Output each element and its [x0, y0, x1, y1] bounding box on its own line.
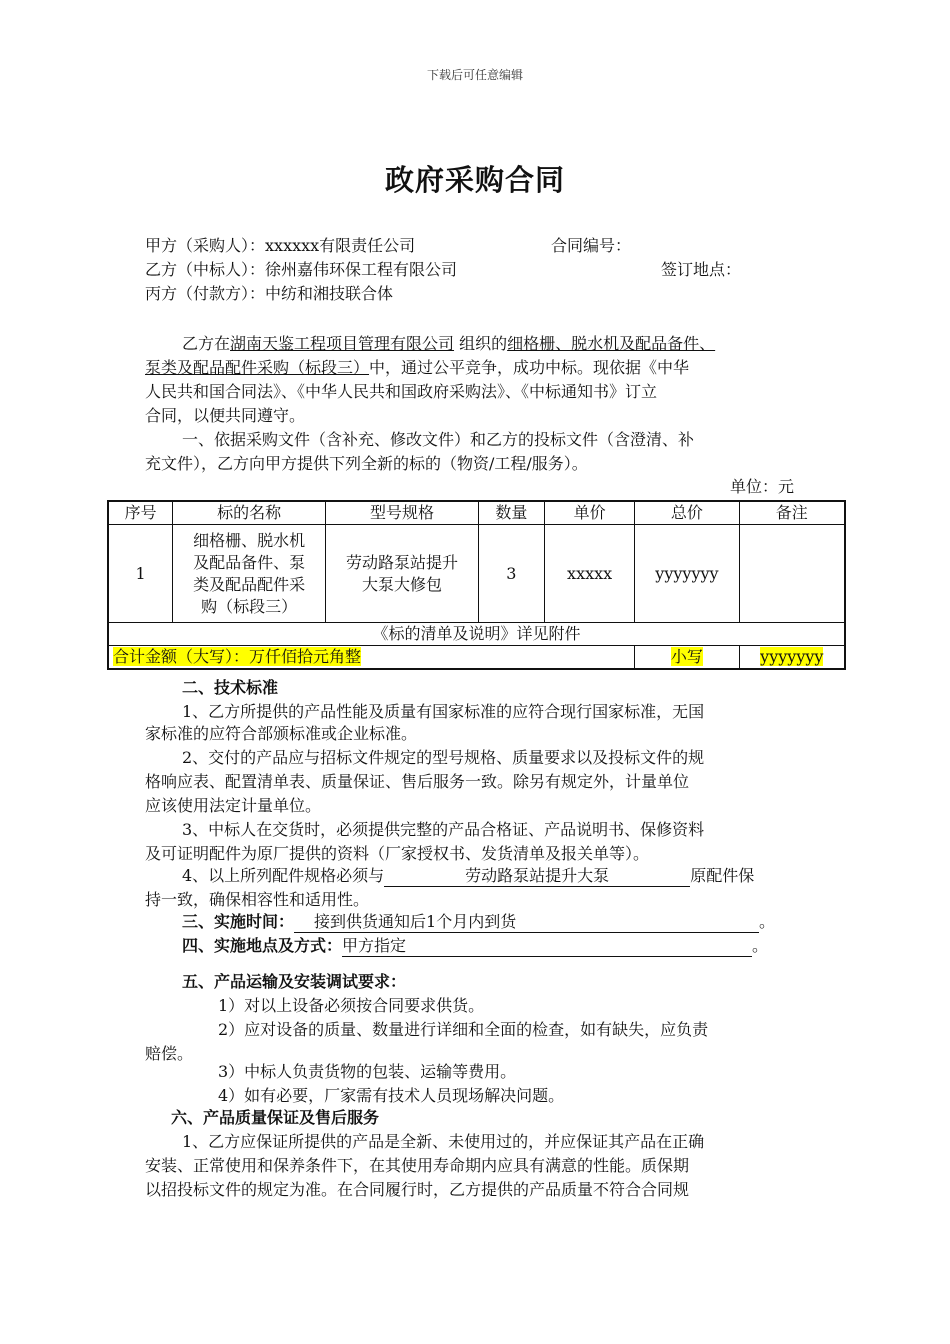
- place-value: 甲方指定: [342, 936, 752, 957]
- tech-line: 3、中标人在交货时，必须提供完整的产品合格证、产品说明书、保修资料: [182, 820, 705, 839]
- time-end: 。: [759, 912, 776, 931]
- time-label: 三、实施时间：: [182, 912, 295, 931]
- sign-place-label: 签订地点：: [661, 260, 742, 279]
- transport-heading: 五、产品运输及安装调试要求：: [182, 972, 407, 991]
- cell-no: 1: [108, 525, 173, 623]
- party-c-line: [145, 283, 393, 305]
- cell-total: yyyyyyy: [635, 525, 739, 623]
- time-value: 接到供货通知后1个月内到货: [294, 912, 759, 933]
- tech-line: 家标准的应符合部颁标准或企业标准。: [145, 724, 418, 743]
- table-header-row: [108, 501, 845, 525]
- transport-item: 2）应对设备的质量、数量进行详细和全面的检查，如有缺失，应负责: [218, 1020, 709, 1039]
- cell-spec-line: 劳动路泵站提升: [345, 552, 458, 572]
- cell-name-line: 类及配品配件采: [193, 574, 306, 594]
- quality-heading: 六、产品质量保证及售后服务: [171, 1108, 380, 1127]
- compat-spec-value: 劳动路泵站提升大泵: [384, 866, 690, 887]
- party-a-value: xxxxxx有限责任公司: [265, 236, 416, 255]
- small-value-cell: [739, 646, 845, 670]
- header-cell: 总价: [635, 501, 739, 525]
- place-line: [182, 935, 768, 957]
- intro-line-1: [182, 333, 715, 355]
- header-cell: 序号: [108, 501, 173, 525]
- tech-line: 1、乙方所提供的产品性能及质量有国家标准的应符合现行国家标准，无国: [182, 702, 705, 721]
- intro-line-2: [145, 357, 689, 379]
- header-cell: 标的名称: [173, 501, 326, 525]
- table-row: [108, 525, 845, 623]
- intro-line-4: 合同，以便共同遵守。: [145, 406, 306, 425]
- sum-cell: [108, 646, 635, 670]
- transport-item: 赔偿。: [145, 1044, 194, 1063]
- contract-number-label: 合同编号：: [551, 236, 632, 255]
- organizer-name: 湖南天鉴工程项目管理有限公司: [230, 334, 455, 353]
- time-line: [182, 911, 775, 933]
- transport-item: 4）如有必要，厂家需有技术人员现场解决问题。: [218, 1086, 565, 1105]
- party-b-value: 徐州嘉伟环保工程有限公司: [265, 260, 458, 279]
- tech-line: 持一致，确保相容性和适用性。: [145, 890, 370, 909]
- cell-qty: 3: [478, 525, 544, 623]
- cell-note: [739, 525, 845, 623]
- party-a-line: [145, 235, 415, 257]
- quality-line: 1、乙方应保证所提供的产品是全新、未使用过的，并应保证其产品在正确: [182, 1132, 705, 1151]
- cell-price: xxxxx: [544, 525, 634, 623]
- party-b-label: 乙方（中标人）：: [145, 260, 266, 279]
- small-label-cell: [635, 646, 739, 670]
- transport-item: 3）中标人负责货物的包装、运输等费用。: [218, 1062, 517, 1081]
- small-label: 小写: [670, 647, 703, 666]
- page-header: 下载后可任意编辑: [426, 68, 523, 82]
- cell-spec-line: 大泵大修包: [361, 574, 442, 594]
- intro-text: 乙方在: [182, 334, 231, 353]
- cell-name-line: 细格栅、脱水机: [193, 530, 306, 550]
- project-name-2: 泵类及配品配件采购（标段三）: [145, 358, 370, 377]
- project-name-1: 细格栅、脱水机及配品备件、: [507, 334, 716, 353]
- header-cell: 备注: [739, 501, 845, 525]
- cell-name-line: 及配品备件、泵: [193, 552, 306, 572]
- small-value: yyyyyyy: [760, 647, 824, 666]
- party-c-label: 丙方（付款方）：: [145, 284, 266, 303]
- quality-line: 以招投标文件的规定为准。在合同履行时，乙方提供的产品质量不符合合同规: [145, 1180, 690, 1199]
- intro-text: 中，通过公平竞争，成功中标。现依据《中华: [369, 358, 690, 377]
- quality-line: 安装、正常使用和保养条件下，在其使用寿命期内应具有满意的性能。质保期: [145, 1156, 690, 1175]
- page-title: 政府采购合同: [384, 163, 565, 197]
- party-b-line: [145, 259, 457, 281]
- party-a-label: 甲方（采购人）：: [145, 236, 266, 255]
- transport-item: 1）对以上设备必须按合同要求供货。: [218, 996, 485, 1015]
- unit-label: 单位：元: [730, 477, 795, 496]
- sum-label: 合计金额（大写）：万仟佰拾元角整: [113, 647, 362, 666]
- tech-line: 及可证明配件为原厂提供的资料（厂家授权书、发货清单及报关单等）。: [145, 844, 650, 863]
- tech-text: 原配件保: [690, 866, 755, 885]
- header-cell: 数量: [478, 501, 544, 525]
- tech-line: 应该使用法定计量单位。: [145, 796, 322, 815]
- cell-name: [173, 525, 326, 623]
- sum-row: [108, 646, 845, 670]
- cell-name-line: 购（标段三）: [201, 596, 298, 616]
- party-c-value: 中纺和湘技联合体: [265, 284, 394, 303]
- place-label: 四、实施地点及方式：: [182, 936, 343, 955]
- section1-line-2: 充文件），乙方向甲方提供下列全新的标的（物资/工程/服务）。: [145, 454, 588, 473]
- tech-line: 格响应表、配置清单表、质量保证、售后服务一致。除另有规定外，计量单位: [145, 772, 690, 791]
- tech-line: 2、交付的产品应与招标文件规定的型号规格、质量要求以及投标文件的规: [182, 748, 705, 767]
- intro-line-3: 人民共和国合同法》、《中华人民共和国政府采购法》、《中标通知书》订立: [145, 382, 658, 401]
- attachment-row: [108, 623, 845, 646]
- tech-heading: 二、技术标准: [182, 678, 279, 697]
- intro-text: 组织的: [454, 334, 508, 353]
- place-end: 。: [752, 936, 769, 955]
- tech-line-4: [182, 865, 754, 887]
- header-cell: 单价: [544, 501, 634, 525]
- attachment-note: 《标的清单及说明》详见附件: [108, 623, 845, 646]
- tech-text: 4、以上所列配件规格必须与: [182, 866, 385, 885]
- header-cell: 型号规格: [326, 501, 479, 525]
- cell-spec: [326, 525, 479, 623]
- items-table: [107, 500, 846, 670]
- section1-line-1: 一、依据采购文件（含补充、修改文件）和乙方的投标文件（含澄清、补: [182, 430, 695, 449]
